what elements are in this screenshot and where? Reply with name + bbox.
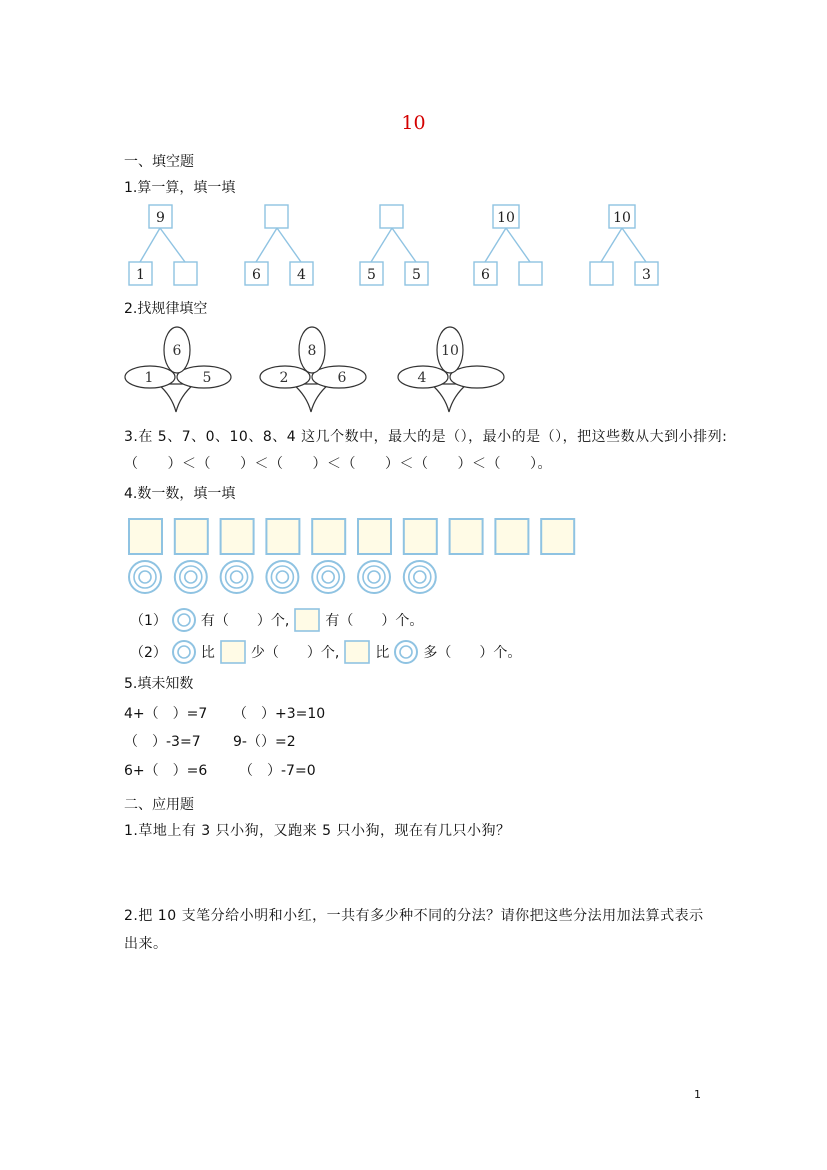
question-2-label: 2.找规律填空 <box>124 301 208 317</box>
tree-left-number: 6 <box>481 267 490 283</box>
equation-1[interactable]: 4+（ ）=7 <box>124 706 208 722</box>
question-4-label: 4.数一数，填一填 <box>124 486 236 502</box>
sub-2-more-blank[interactable]: 多（ ）个。 <box>423 645 522 661</box>
application-question-1: 1.草地上有 3 只小狗，又跑来 5 只小狗，现在有几只小狗？ <box>124 823 511 839</box>
circle-icon <box>393 640 419 664</box>
sub-2-compare-word: 比 <box>200 645 215 661</box>
equation-4[interactable]: 9-（）=2 <box>233 734 296 750</box>
flower <box>398 327 504 412</box>
question-4-sub-1 <box>130 608 423 632</box>
tree-right-box[interactable] <box>519 262 542 285</box>
sub-2-number: （2） <box>130 645 167 661</box>
square-icon <box>293 608 321 632</box>
counting-square <box>129 519 162 554</box>
sub-1-circle-count-blank[interactable]: 有（ ）个, <box>200 613 290 629</box>
number-bond-tree <box>129 205 197 285</box>
counting-square <box>358 519 391 554</box>
square-icon <box>343 640 371 664</box>
sub-1-number: （1） <box>130 613 167 629</box>
flower-left-number: 1 <box>144 370 154 386</box>
pattern-flowers <box>120 322 520 418</box>
flower <box>260 327 366 412</box>
circle-icon <box>171 640 197 664</box>
tree-top-box[interactable] <box>265 205 288 228</box>
question-4-sub-2 <box>130 640 521 664</box>
counting-square <box>312 519 345 554</box>
tree-top-number: 10 <box>497 210 515 226</box>
tree-right-box[interactable] <box>174 262 197 285</box>
flower <box>125 327 231 412</box>
tree-left-number: 5 <box>367 267 376 283</box>
tree-left-number: 1 <box>136 267 145 283</box>
counting-square <box>450 519 483 554</box>
flower-left-number: 4 <box>417 370 427 386</box>
tree-right-number: 5 <box>412 267 421 283</box>
circle-icon <box>171 608 197 632</box>
tree-left-number: 6 <box>252 267 261 283</box>
counting-square <box>221 519 254 554</box>
section-heading-fill-in: 一、填空题 <box>124 154 194 170</box>
equation-6[interactable]: （ ）-7=0 <box>239 763 316 779</box>
yellow-squares-row <box>128 518 578 556</box>
counting-circle <box>221 561 253 593</box>
flower-left-number: 2 <box>279 370 289 386</box>
counting-square <box>495 519 528 554</box>
counting-circle <box>129 561 161 593</box>
flower-right-petal[interactable] <box>450 366 504 388</box>
blue-circles-row <box>128 558 448 596</box>
counting-square <box>266 519 299 554</box>
flower-top-number: 6 <box>172 343 182 359</box>
page-number: 1 <box>694 1088 701 1101</box>
number-bond-tree <box>474 205 542 285</box>
blue-circles <box>128 558 448 596</box>
question-3-ordering-blanks[interactable]: （ ）＜（ ）＜（ ）＜（ ）＜（ ）＜（ ）。 <box>124 456 552 472</box>
flower-top-number: 10 <box>441 343 459 359</box>
counting-circle <box>312 561 344 593</box>
counting-circle <box>175 561 207 593</box>
yellow-squares <box>128 518 578 556</box>
counting-circle <box>404 561 436 593</box>
number-bond-tree <box>360 205 428 285</box>
question-3-text: 3.在 5、7、0、10、8、4 这几个数中，最大的是（），最小的是（），把这些数从大到小排列: <box>124 429 728 445</box>
number-bond-tree <box>590 205 658 285</box>
tree-left-box[interactable] <box>590 262 613 285</box>
application-question-2-line-1: 2.把 10 支笔分给小明和小红，一共有多少种不同的分法？请你把这些分法用加法算式表示 <box>124 908 704 924</box>
question-5-label: 5.填未知数 <box>124 676 194 692</box>
counting-circle <box>266 561 298 593</box>
sub-1-square-count-blank[interactable]: 有（ ）个。 <box>325 613 424 629</box>
tree-right-number: 4 <box>297 267 306 283</box>
page-title: 10 <box>401 112 426 134</box>
flower-top-number: 8 <box>307 343 317 359</box>
sub-2-fewer-blank[interactable]: 少（ ）个, <box>250 645 340 661</box>
equation-5[interactable]: 6+（ ）=6 <box>124 763 208 779</box>
tree-top-number: 10 <box>613 210 631 226</box>
counting-square <box>541 519 574 554</box>
tree-top-box[interactable] <box>380 205 403 228</box>
tree-right-number: 3 <box>642 267 651 283</box>
counting-circle <box>358 561 390 593</box>
application-question-2-line-2: 出来。 <box>124 936 168 952</box>
number-bond-trees <box>120 200 680 292</box>
counting-square <box>404 519 437 554</box>
square-icon <box>219 640 247 664</box>
number-bond-tree <box>245 205 313 285</box>
tree-top-number: 9 <box>156 210 165 226</box>
equation-3[interactable]: （ ）-3=7 <box>124 734 201 750</box>
flower-right-number: 5 <box>202 370 212 386</box>
section-heading-applications: 二、应用题 <box>124 797 194 813</box>
sub-2-compare-word: 比 <box>375 645 390 661</box>
counting-square <box>175 519 208 554</box>
flower-right-number: 6 <box>337 370 347 386</box>
question-1-label: 1.算一算，填一填 <box>124 180 236 196</box>
equation-2[interactable]: （ ）+3=10 <box>233 706 326 722</box>
